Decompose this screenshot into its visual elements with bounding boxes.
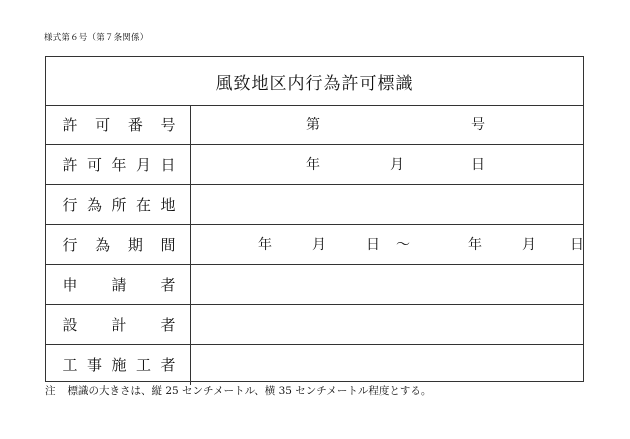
value-cell-activity-period xyxy=(191,225,583,264)
value-part: 第 xyxy=(306,116,320,133)
label-char: 日 xyxy=(160,155,176,174)
row-permit-date xyxy=(46,145,583,185)
note-text: 標識の大きさは、縦 25 センチメートル、横 35 センチメートル程度とする。 xyxy=(67,385,432,397)
label-char: 者 xyxy=(160,275,176,294)
label-cell-designer xyxy=(46,305,191,344)
label-char: 年 xyxy=(111,155,127,174)
value-part: 年 xyxy=(258,236,272,253)
value-cell-activity-location xyxy=(191,185,583,224)
value-cell-permit-date xyxy=(191,145,583,184)
label-char: 施 xyxy=(111,356,127,374)
label-cell-permit-number xyxy=(46,105,191,144)
label-char: 工 xyxy=(62,356,78,374)
label-cell-permit-date xyxy=(46,145,191,184)
value-part: 月 xyxy=(312,236,326,253)
label-char: 者 xyxy=(160,315,176,334)
value-part: 日 xyxy=(366,236,380,253)
label-char: 計 xyxy=(111,315,127,334)
value-part: 月 xyxy=(390,156,404,173)
row-activity-location xyxy=(46,185,583,225)
label-char: 許 xyxy=(62,115,78,134)
label-char: 可 xyxy=(95,115,111,134)
label-char: 号 xyxy=(160,115,176,134)
row-applicant xyxy=(46,265,583,305)
label-char: 間 xyxy=(160,235,176,254)
value-cell-applicant xyxy=(191,265,583,304)
label-char: 可 xyxy=(86,155,103,174)
form-number: 様式第６号（第７条関係） xyxy=(44,33,149,43)
value-part: 年 xyxy=(306,156,320,173)
value-cell-permit-number xyxy=(191,105,583,144)
label-char: 地 xyxy=(160,195,176,214)
label-cell-contractor xyxy=(46,345,191,385)
label-cell-applicant xyxy=(46,265,191,304)
label-char: 事 xyxy=(86,356,103,374)
value-part: ～ xyxy=(396,236,410,253)
label-char: 許 xyxy=(62,155,78,174)
label-char: 在 xyxy=(135,195,152,214)
label-char: 月 xyxy=(135,155,152,174)
label-char: 為 xyxy=(86,195,103,214)
label-cell-activity-period xyxy=(46,225,191,264)
label-char: 請 xyxy=(111,275,127,294)
label-char: 行 xyxy=(62,195,78,214)
value-part: 日 xyxy=(570,236,584,253)
value-part: 号 xyxy=(471,116,485,133)
permit-sign-table xyxy=(45,56,584,382)
value-part: 月 xyxy=(522,236,536,253)
row-permit-number xyxy=(46,105,583,145)
row-designer xyxy=(46,305,583,345)
note-mark: 注 xyxy=(45,385,56,397)
label-char: 行 xyxy=(62,235,78,254)
label-char: 期 xyxy=(127,235,143,254)
row-activity-period xyxy=(46,225,583,265)
value-part: 日 xyxy=(471,156,485,173)
label-char: 者 xyxy=(160,356,176,374)
value-cell-contractor xyxy=(191,345,583,385)
label-char: 工 xyxy=(135,356,152,374)
sign-title: 風致地区内行為許可標識 xyxy=(215,73,414,94)
label-cell-activity-location xyxy=(46,185,191,224)
label-char: 設 xyxy=(62,315,78,334)
label-char: 為 xyxy=(95,235,111,254)
size-note xyxy=(45,384,431,398)
label-char: 所 xyxy=(111,195,127,214)
label-char: 申 xyxy=(62,275,78,294)
title-row xyxy=(46,57,583,106)
value-part: 年 xyxy=(468,236,482,253)
row-contractor xyxy=(46,345,583,385)
value-cell-designer xyxy=(191,305,583,344)
label-char: 番 xyxy=(127,115,143,134)
